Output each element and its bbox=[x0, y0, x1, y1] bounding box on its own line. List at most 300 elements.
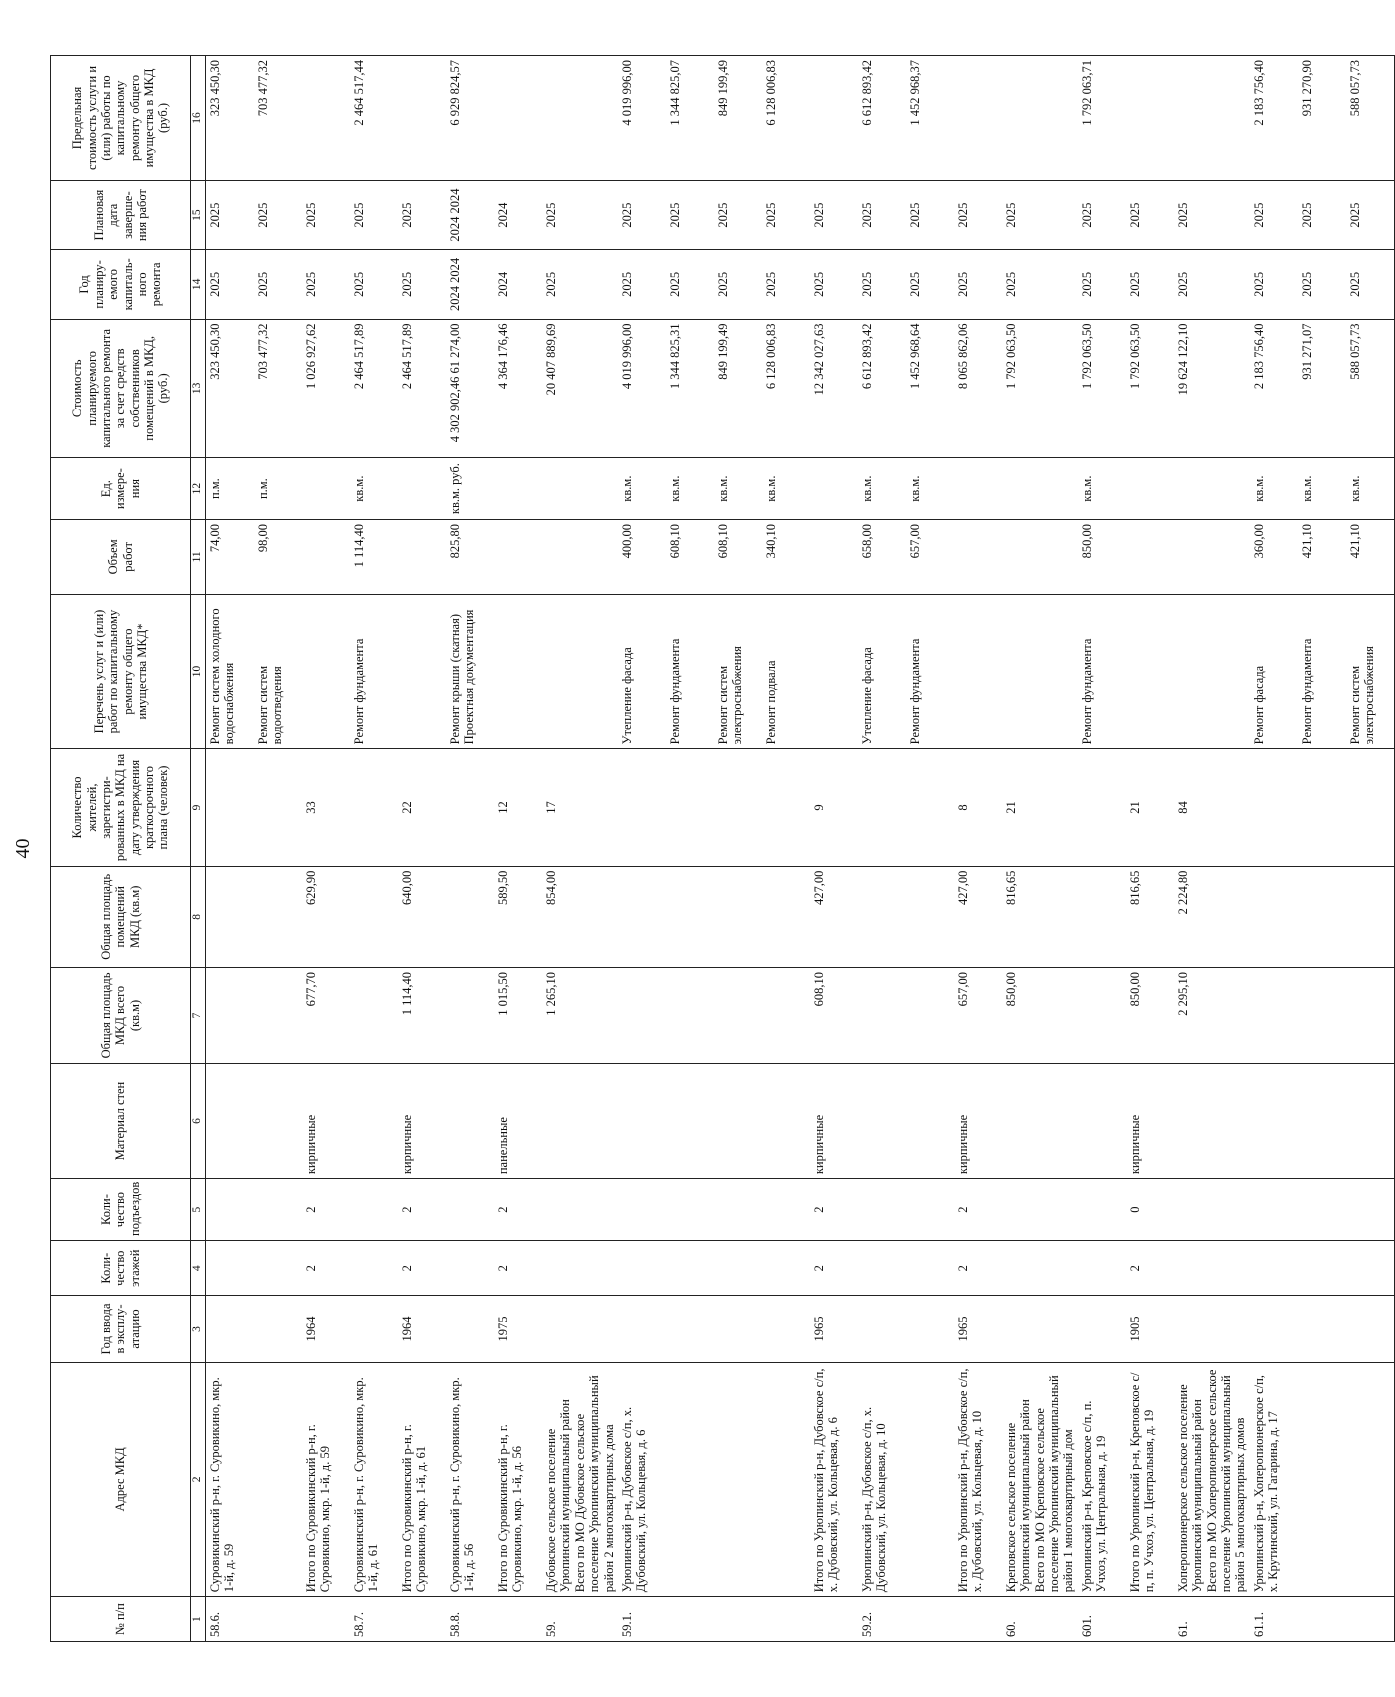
table-cell: 2 bbox=[1126, 1241, 1174, 1296]
table-cell: Урюпинский р-н, Креповское с/п, п. Учхоз, ул. Центральная, д. 19 bbox=[1078, 1362, 1126, 1597]
table-cell bbox=[906, 1063, 954, 1178]
table-cell bbox=[1250, 866, 1298, 967]
column-number: 13 bbox=[191, 319, 206, 458]
table-cell: 4 019 996,00 bbox=[618, 319, 666, 458]
table-cell: 12 bbox=[494, 749, 542, 866]
table-row bbox=[494, 56, 542, 1642]
table-cell bbox=[254, 866, 302, 967]
table-cell: Итого по Урюпинский р-н, Дубовское с/п, х. Дубовский, ул. Кольцевая, д. 6 bbox=[810, 1362, 858, 1597]
table-cell: 2025 bbox=[906, 250, 954, 319]
table-cell: кирпичные bbox=[954, 1063, 1002, 1178]
table-cell: Дубовское сельское поселение Урюпинский муниципальный район Всего по МО Дубовское сельское поселение Урюпинский муниципальный район 2 многоквартирных дома bbox=[542, 1362, 618, 1597]
table-cell bbox=[1298, 1063, 1346, 1178]
column-header: Коли-чество подъездов bbox=[51, 1179, 191, 1241]
column-number: 4 bbox=[191, 1241, 206, 1296]
table-cell: 2025 bbox=[206, 250, 255, 319]
table-cell: Ремонт фундамента bbox=[1078, 594, 1126, 749]
table-cell: 1 792 063,50 bbox=[1126, 319, 1174, 458]
table-cell bbox=[714, 1241, 762, 1296]
table-cell: кв.м. bbox=[1078, 458, 1126, 520]
repair-plan-table bbox=[50, 55, 1395, 1642]
table-cell bbox=[206, 967, 255, 1063]
table-cell bbox=[858, 1241, 906, 1296]
table-body bbox=[206, 56, 1395, 1642]
table-cell bbox=[1298, 1241, 1346, 1296]
table-cell bbox=[1174, 594, 1250, 749]
table-cell: 421,10 bbox=[1298, 520, 1346, 595]
table-cell: 1975 bbox=[494, 1296, 542, 1362]
table-cell: 2025 bbox=[810, 250, 858, 319]
table-cell: 640,00 bbox=[398, 866, 446, 967]
table-row bbox=[1078, 56, 1126, 1642]
table-cell: п.м. bbox=[206, 458, 255, 520]
table-cell: 19 624 122,10 bbox=[1174, 319, 1250, 458]
table-cell: 2025 bbox=[1298, 250, 1346, 319]
table-cell: 2025 bbox=[618, 250, 666, 319]
table-cell: кв.м. bbox=[1298, 458, 1346, 520]
table-cell: 850,00 bbox=[1002, 967, 1078, 1063]
table-cell bbox=[398, 594, 446, 749]
table-cell bbox=[1298, 1362, 1346, 1597]
table-cell bbox=[954, 458, 1002, 520]
table-cell: 58.6. bbox=[206, 1597, 255, 1642]
table-cell: 2025 bbox=[714, 250, 762, 319]
table-cell bbox=[350, 1241, 398, 1296]
table-row bbox=[762, 56, 810, 1642]
table-cell: 1 792 063,50 bbox=[1078, 319, 1126, 458]
table-cell bbox=[906, 749, 954, 866]
table-cell: 2025 bbox=[1078, 250, 1126, 319]
table-cell: Итого по Суровикинский р-н, г. Суровикино, мкр. 1-й, д. 59 bbox=[302, 1362, 350, 1597]
table-cell bbox=[1078, 749, 1126, 866]
table-cell: 850,00 bbox=[1078, 520, 1126, 595]
table-cell: 608,10 bbox=[810, 967, 858, 1063]
table-cell: 2 464 517,89 bbox=[398, 319, 446, 458]
table-row bbox=[714, 56, 762, 1642]
table-cell bbox=[254, 1362, 302, 1597]
table-cell bbox=[858, 749, 906, 866]
table-cell bbox=[762, 1241, 810, 1296]
table-cell bbox=[954, 594, 1002, 749]
table-cell bbox=[1002, 1241, 1078, 1296]
table-cell bbox=[810, 56, 858, 181]
table-cell bbox=[1126, 594, 1174, 749]
column-header: Предельная стоимость услуги и (или) работы по капитальному ремонту общего имущества в МКД (руб.) bbox=[51, 56, 191, 181]
table-cell bbox=[714, 1296, 762, 1362]
table-cell: Суровикинский р-н, г. Суровикино, мкр. 1-й, д. 56 bbox=[446, 1362, 494, 1597]
table-cell: 2025 bbox=[1346, 250, 1395, 319]
table-row bbox=[666, 56, 714, 1642]
table-cell bbox=[542, 1241, 618, 1296]
table-cell bbox=[446, 1296, 494, 1362]
table-cell: Ремонт систем водоотведения bbox=[254, 594, 302, 749]
table-cell bbox=[494, 520, 542, 595]
table-cell bbox=[1002, 594, 1078, 749]
table-cell: 21 bbox=[1126, 749, 1174, 866]
table-cell: панельные bbox=[494, 1063, 542, 1178]
table-cell bbox=[398, 520, 446, 595]
table-cell: 2025 bbox=[254, 250, 302, 319]
table-cell: 2025 bbox=[858, 250, 906, 319]
table-cell: 2025 bbox=[398, 250, 446, 319]
table-cell bbox=[762, 866, 810, 967]
table-cell: 2024 bbox=[494, 180, 542, 249]
table-cell bbox=[666, 1597, 714, 1642]
table-cell: кирпичные bbox=[302, 1063, 350, 1178]
table-cell: 1964 bbox=[302, 1296, 350, 1362]
table-cell bbox=[858, 1296, 906, 1362]
table-cell: кв.м. bbox=[666, 458, 714, 520]
table-cell bbox=[446, 866, 494, 967]
column-header: Адрес МКД bbox=[51, 1362, 191, 1597]
table-cell bbox=[618, 866, 666, 967]
table-cell bbox=[714, 749, 762, 866]
table-cell bbox=[1346, 866, 1395, 967]
table-cell: 1 452 968,37 bbox=[906, 56, 954, 181]
table-cell: 1905 bbox=[1126, 1296, 1174, 1362]
column-header: Год планиру-емого капиталь-ного ремонта bbox=[51, 250, 191, 319]
table-cell bbox=[714, 1362, 762, 1597]
table-cell: 9 bbox=[810, 749, 858, 866]
table-cell: 6 612 893,42 bbox=[858, 56, 906, 181]
table-cell bbox=[666, 1179, 714, 1241]
table-cell bbox=[542, 520, 618, 595]
table-cell bbox=[1002, 56, 1078, 181]
table-cell: п.м. bbox=[254, 458, 302, 520]
table-cell bbox=[1174, 1296, 1250, 1362]
table-cell bbox=[254, 1179, 302, 1241]
table-cell bbox=[618, 1063, 666, 1178]
column-header: Материал стен bbox=[51, 1063, 191, 1178]
table-cell: 0 bbox=[1126, 1179, 1174, 1241]
table-cell: 2025 bbox=[1002, 250, 1078, 319]
table-cell bbox=[302, 520, 350, 595]
table-cell bbox=[1174, 1241, 1250, 1296]
table-row bbox=[810, 56, 858, 1642]
table-cell bbox=[254, 1296, 302, 1362]
table-cell bbox=[350, 967, 398, 1063]
table-cell: 1 344 825,07 bbox=[666, 56, 714, 181]
table-cell bbox=[762, 1179, 810, 1241]
table-row bbox=[1174, 56, 1250, 1642]
table-cell bbox=[542, 594, 618, 749]
table-cell: 657,00 bbox=[906, 520, 954, 595]
table-cell: 6 929 824,57 bbox=[446, 56, 494, 181]
table-cell: 2 224,80 bbox=[1174, 866, 1250, 967]
table-cell bbox=[446, 1241, 494, 1296]
table-cell bbox=[350, 749, 398, 866]
table-cell bbox=[666, 1063, 714, 1178]
table-cell: 2 bbox=[494, 1241, 542, 1296]
table-cell: 2025 bbox=[858, 180, 906, 249]
table-cell bbox=[254, 1241, 302, 1296]
table-cell bbox=[494, 56, 542, 181]
table-cell bbox=[1126, 56, 1174, 181]
table-cell: 2025 bbox=[666, 180, 714, 249]
column-header: Объем работ bbox=[51, 520, 191, 595]
table-cell bbox=[1078, 866, 1126, 967]
column-number-row bbox=[191, 56, 206, 1642]
table-cell: 931 270,90 bbox=[1298, 56, 1346, 181]
table-cell: Урюпинский р-н, Хоперопионерское с/п, х. Крутинский, ул. Гагарина, д. 17 bbox=[1250, 1362, 1298, 1597]
column-header: Год ввода в эксплу-атацию bbox=[51, 1296, 191, 1362]
table-cell bbox=[906, 1241, 954, 1296]
table-cell bbox=[206, 1063, 255, 1178]
table-cell: 2 bbox=[302, 1241, 350, 1296]
table-cell bbox=[542, 458, 618, 520]
table-cell bbox=[542, 1179, 618, 1241]
table-cell: Ремонт фундамента bbox=[1298, 594, 1346, 749]
table-cell: Итого по Урюпинский р-н, Дубовское с/п, х. Дубовский, ул. Кольцевая, д. 10 bbox=[954, 1362, 1002, 1597]
table-cell bbox=[1250, 1241, 1298, 1296]
table-cell bbox=[1346, 1362, 1395, 1597]
table-cell: 1 026 927,62 bbox=[302, 319, 350, 458]
table-cell: 61. bbox=[1174, 1597, 1250, 1642]
table-cell bbox=[1002, 1179, 1078, 1241]
table-cell bbox=[1078, 1063, 1126, 1178]
table-cell bbox=[206, 1179, 255, 1241]
table-cell: 2025 bbox=[302, 250, 350, 319]
table-row bbox=[350, 56, 398, 1642]
table-cell bbox=[1346, 1179, 1395, 1241]
table-cell: 2025 bbox=[302, 180, 350, 249]
table-cell bbox=[1002, 1296, 1078, 1362]
table-cell: 2025 bbox=[542, 250, 618, 319]
table-cell: 2 183 756,40 bbox=[1250, 319, 1298, 458]
table-cell: 421,10 bbox=[1346, 520, 1395, 595]
table-cell: 677,70 bbox=[302, 967, 350, 1063]
table-cell: 427,00 bbox=[954, 866, 1002, 967]
table-cell: кв.м. bbox=[906, 458, 954, 520]
table-cell bbox=[350, 1296, 398, 1362]
table-cell: 2025 bbox=[1126, 180, 1174, 249]
table-cell: 2025 bbox=[666, 250, 714, 319]
table-cell: 2 bbox=[494, 1179, 542, 1241]
table-cell bbox=[954, 520, 1002, 595]
table-cell: 2025 bbox=[810, 180, 858, 249]
column-header: Ед. измере-ния bbox=[51, 458, 191, 520]
table-cell bbox=[618, 749, 666, 866]
table-cell: 2025 bbox=[254, 180, 302, 249]
table-cell: 1 452 968,64 bbox=[906, 319, 954, 458]
table-cell: Ремонт крыши (скатная) Проектная документация bbox=[446, 594, 494, 749]
table-cell: 2025 bbox=[1250, 180, 1298, 249]
column-number: 16 bbox=[191, 56, 206, 181]
table-cell: 59. bbox=[542, 1597, 618, 1642]
table-cell: 1964 bbox=[398, 1296, 446, 1362]
table-cell: 2025 bbox=[762, 250, 810, 319]
table-cell bbox=[1002, 520, 1078, 595]
table-cell bbox=[1126, 1597, 1174, 1642]
table-cell: 74,00 bbox=[206, 520, 255, 595]
table-cell: 2025 bbox=[350, 180, 398, 249]
column-number: 12 bbox=[191, 458, 206, 520]
table-cell bbox=[1346, 967, 1395, 1063]
table-cell: 816,65 bbox=[1002, 866, 1078, 967]
table-cell bbox=[1298, 866, 1346, 967]
table-cell: 1 015,50 bbox=[494, 967, 542, 1063]
table-cell bbox=[350, 866, 398, 967]
table-cell bbox=[1126, 458, 1174, 520]
table-cell bbox=[446, 967, 494, 1063]
table-cell: 703 477,32 bbox=[254, 56, 302, 181]
table-cell bbox=[810, 594, 858, 749]
table-cell bbox=[350, 1179, 398, 1241]
table-cell bbox=[618, 1296, 666, 1362]
column-number: 3 bbox=[191, 1296, 206, 1362]
table-cell: 6 128 006,83 bbox=[762, 56, 810, 181]
table-cell bbox=[542, 56, 618, 181]
table-cell bbox=[1174, 458, 1250, 520]
table-cell: Утепление фасада bbox=[618, 594, 666, 749]
table-cell: 931 271,07 bbox=[1298, 319, 1346, 458]
table-cell: 340,10 bbox=[762, 520, 810, 595]
column-number: 5 bbox=[191, 1179, 206, 1241]
table-cell bbox=[906, 967, 954, 1063]
column-number: 2 bbox=[191, 1362, 206, 1597]
table-cell: Утепление фасада bbox=[858, 594, 906, 749]
table-cell: 58.8. bbox=[446, 1597, 494, 1642]
table-cell bbox=[858, 866, 906, 967]
table-cell: 849 199,49 bbox=[714, 319, 762, 458]
table-cell bbox=[1250, 967, 1298, 1063]
table-cell bbox=[1346, 1296, 1395, 1362]
table-cell bbox=[302, 1597, 350, 1642]
table-cell bbox=[1174, 1063, 1250, 1178]
table-cell: 2 bbox=[954, 1241, 1002, 1296]
table-cell: 427,00 bbox=[810, 866, 858, 967]
table-cell bbox=[1078, 967, 1126, 1063]
table-cell: 1 114,40 bbox=[398, 967, 446, 1063]
table-cell: 1 792 063,50 bbox=[1002, 319, 1078, 458]
table-cell bbox=[1298, 967, 1346, 1063]
table-cell bbox=[858, 1063, 906, 1178]
table-cell bbox=[666, 866, 714, 967]
table-cell: 2025 bbox=[350, 250, 398, 319]
column-header: Перечень услуг и (или) работ по капитальному ремонту общего имущества МКД* bbox=[51, 594, 191, 749]
table-row bbox=[206, 56, 255, 1642]
table-cell: 1965 bbox=[810, 1296, 858, 1362]
table-cell: 658,00 bbox=[858, 520, 906, 595]
table-cell: Креповское сельское поселение Урюпинский муниципальный район Всего по МО Креповское сельское поселение Урюпинский муниципальный район 1 многоквартирный дом bbox=[1002, 1362, 1078, 1597]
table-cell: 588 057,73 bbox=[1346, 56, 1395, 181]
table-cell: 1 792 063,71 bbox=[1078, 56, 1126, 181]
table-cell: 2025 bbox=[1298, 180, 1346, 249]
table-cell bbox=[714, 1597, 762, 1642]
table-row bbox=[1346, 56, 1395, 1642]
table-cell bbox=[1250, 749, 1298, 866]
table-cell: Ремонт фасада bbox=[1250, 594, 1298, 749]
table-cell bbox=[810, 520, 858, 595]
table-cell bbox=[618, 1179, 666, 1241]
table-cell bbox=[1298, 749, 1346, 866]
table-cell bbox=[398, 56, 446, 181]
table-row bbox=[1002, 56, 1078, 1642]
table-cell: 8 065 862,06 bbox=[954, 319, 1002, 458]
table-cell: 2 bbox=[398, 1241, 446, 1296]
table-cell: 2025 bbox=[542, 180, 618, 249]
table-cell bbox=[206, 1241, 255, 1296]
table-cell: Ремонт фундамента bbox=[666, 594, 714, 749]
table-cell bbox=[254, 1063, 302, 1178]
table-cell bbox=[714, 866, 762, 967]
table-cell bbox=[542, 1063, 618, 1178]
table-cell bbox=[714, 1063, 762, 1178]
table-cell: Итого по Урюпинский р-н, Креповское с/п, п. Учхоз, ул. Центральная, д. 19 bbox=[1126, 1362, 1174, 1597]
table-cell: кв.м. bbox=[714, 458, 762, 520]
table-cell bbox=[1250, 1063, 1298, 1178]
table-cell: Ремонт фундамента bbox=[350, 594, 398, 749]
table-cell bbox=[254, 749, 302, 866]
table-row bbox=[302, 56, 350, 1642]
table-cell: 2025 bbox=[762, 180, 810, 249]
table-cell: 657,00 bbox=[954, 967, 1002, 1063]
table-cell bbox=[1174, 1179, 1250, 1241]
table-cell: 2025 bbox=[1174, 250, 1250, 319]
table-cell: 703 477,32 bbox=[254, 319, 302, 458]
table-cell: 2 295,10 bbox=[1174, 967, 1250, 1063]
table-cell bbox=[1126, 520, 1174, 595]
table-cell bbox=[906, 1362, 954, 1597]
table-cell: 360,00 bbox=[1250, 520, 1298, 595]
table-cell: 850,00 bbox=[1126, 967, 1174, 1063]
table-cell: Ремонт систем электроснабжения bbox=[714, 594, 762, 749]
table-row bbox=[542, 56, 618, 1642]
table-cell: 59.2. bbox=[858, 1597, 906, 1642]
table-cell bbox=[206, 1296, 255, 1362]
table-cell: кв.м. bbox=[762, 458, 810, 520]
table-cell: 4 364 176,46 bbox=[494, 319, 542, 458]
table-cell bbox=[762, 1362, 810, 1597]
table-cell bbox=[254, 967, 302, 1063]
column-header: Общая площадь помещений МКД (кв.м) bbox=[51, 866, 191, 967]
table-cell: 1965 bbox=[954, 1296, 1002, 1362]
table-cell: 58.7. bbox=[350, 1597, 398, 1642]
table-cell: 2025 bbox=[618, 180, 666, 249]
table-cell: 4 302 902,46 61 274,00 bbox=[446, 319, 494, 458]
table-cell: 84 bbox=[1174, 749, 1250, 866]
table-cell: 2025 bbox=[1002, 180, 1078, 249]
table-cell: 2025 bbox=[398, 180, 446, 249]
table-cell: 629,90 bbox=[302, 866, 350, 967]
table-cell: 2025 bbox=[954, 180, 1002, 249]
column-header: Количество жителей, зарегистри-рованных в МКД на дату утверждения краткосрочного плана (человек) bbox=[51, 749, 191, 866]
table-cell: Ремонт подвала bbox=[762, 594, 810, 749]
table-cell bbox=[618, 967, 666, 1063]
table-cell: 33 bbox=[302, 749, 350, 866]
table-cell: 60. bbox=[1002, 1597, 1078, 1642]
table-cell bbox=[446, 749, 494, 866]
table-cell bbox=[906, 866, 954, 967]
column-number: 6 bbox=[191, 1063, 206, 1178]
table-cell: 2 bbox=[810, 1179, 858, 1241]
table-cell bbox=[858, 1179, 906, 1241]
table-cell bbox=[1346, 749, 1395, 866]
table-cell: 2 464 517,44 bbox=[350, 56, 398, 181]
table-row bbox=[446, 56, 494, 1642]
table-row bbox=[398, 56, 446, 1642]
table-cell bbox=[666, 967, 714, 1063]
table-cell: Хоперопионерское сельское поселение Урюпинский муниципальный район Всего по МО Хоперопионерское сельское поселение Урюпинский муниципальный район 5 многоквартирных домов bbox=[1174, 1362, 1250, 1597]
column-number: 11 bbox=[191, 520, 206, 595]
table-row bbox=[618, 56, 666, 1642]
table-cell: 21 bbox=[1002, 749, 1078, 866]
table-cell bbox=[542, 1296, 618, 1362]
table-cell bbox=[666, 1241, 714, 1296]
table-cell: 22 bbox=[398, 749, 446, 866]
table-cell: Суровикинский р-н, г. Суровикино, мкр. 1-й, д. 59 bbox=[206, 1362, 255, 1597]
table-cell: 2 464 517,89 bbox=[350, 319, 398, 458]
